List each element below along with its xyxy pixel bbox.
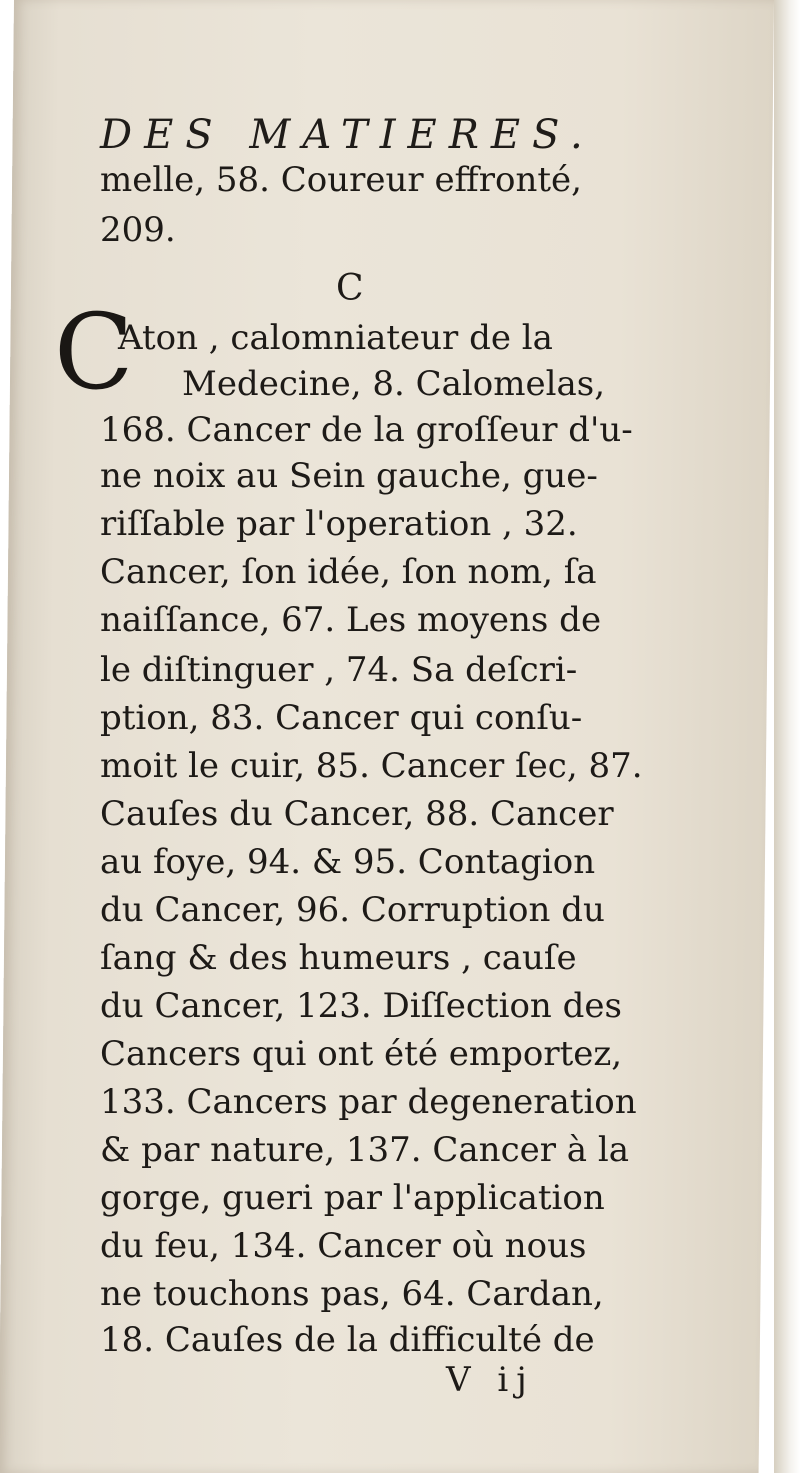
- drop-cap: C: [54, 291, 134, 413]
- section-letter: C: [336, 268, 364, 309]
- index-line: 133. Cancers par degeneration: [100, 1082, 637, 1122]
- index-line: ne touchons pas, 64. Cardan,: [100, 1274, 604, 1314]
- index-line: le diſtinguer , 74. Sa deſcri-: [100, 650, 578, 690]
- running-head: DES MATIERES.: [100, 112, 595, 158]
- index-line: 209.: [100, 210, 176, 250]
- index-line: du feu, 134. Cancer où nous: [100, 1226, 587, 1266]
- index-line: riſſable par l'operation , 32.: [100, 504, 578, 544]
- index-line: ne noix au Sein gauche, gue-: [100, 456, 598, 496]
- index-line: Cancer, ſon idée, ſon nom, ſa: [100, 552, 597, 592]
- index-line: gorge, gueri par l'application: [100, 1178, 605, 1218]
- index-line: 18. Cauſes de la difficulté de: [100, 1320, 595, 1360]
- index-line: moit le cuir, 85. Cancer ſec, 87.: [100, 746, 643, 786]
- index-line: Cancers qui ont été emportez,: [100, 1034, 623, 1074]
- index-line: Medecine, 8. Calomelas,: [182, 364, 606, 404]
- index-line: ſang & des humeurs , cauſe: [100, 938, 577, 978]
- index-line: du Cancer, 123. Diſſection des: [100, 986, 622, 1026]
- index-line: 168. Cancer de la groſſeur d'u-: [100, 410, 633, 450]
- index-line: Cauſes du Cancer, 88. Cancer: [100, 794, 614, 834]
- index-line: Aton , calomniateur de la: [118, 318, 553, 358]
- signature-mark: V ij: [446, 1360, 535, 1400]
- index-line: naiſſance, 67. Les moyens de: [100, 600, 602, 640]
- page-edge: [774, 0, 800, 1473]
- index-line: ption, 83. Cancer qui conſu-: [100, 698, 583, 738]
- index-line: au foye, 94. & 95. Contagion: [100, 842, 596, 882]
- index-line: & par nature, 137. Cancer à la: [100, 1130, 630, 1170]
- index-line: du Cancer, 96. Corruption du: [100, 890, 605, 930]
- index-line: melle, 58. Coureur effronté,: [100, 160, 582, 200]
